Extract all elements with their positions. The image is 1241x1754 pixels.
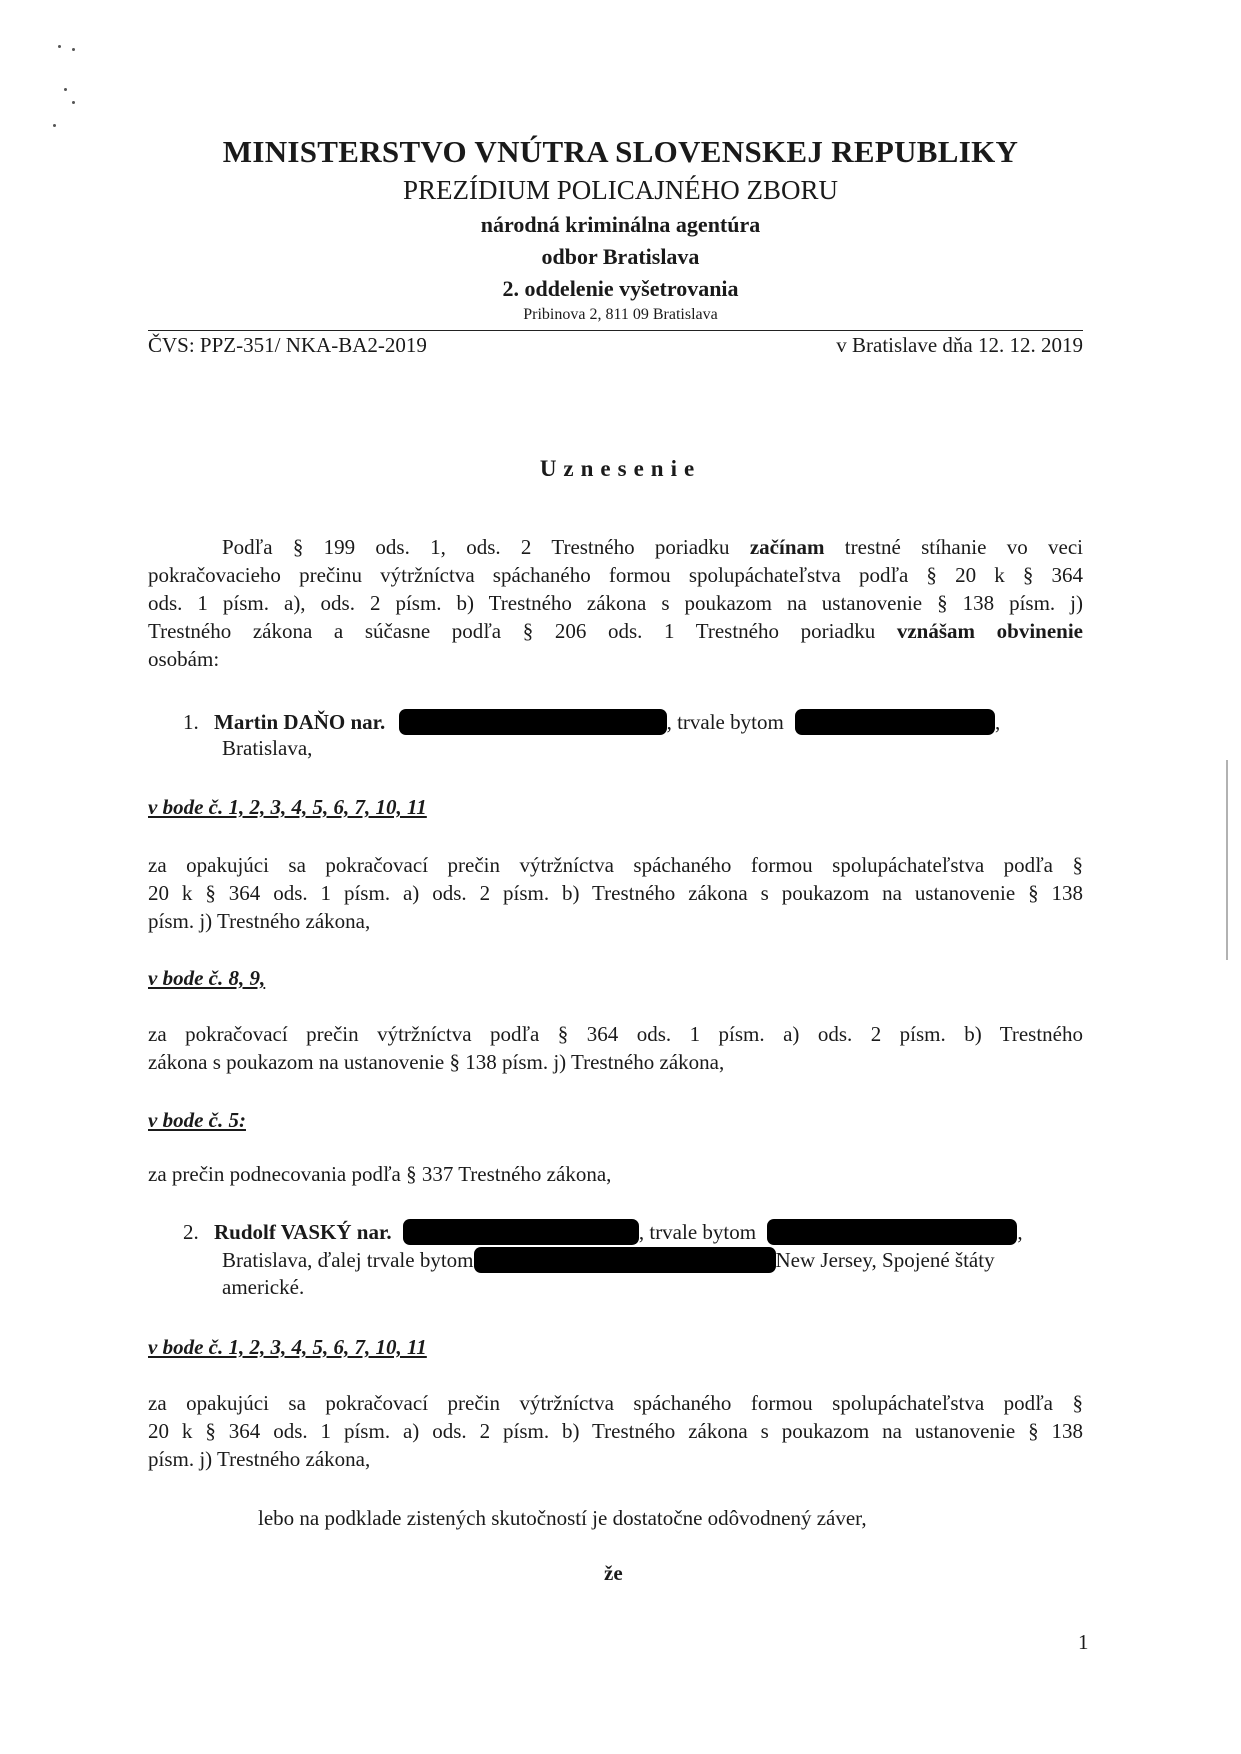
case-reference: ČVS: PPZ-351/ NKA-BA2-2019 (148, 333, 427, 357)
redacted-address (474, 1247, 776, 1273)
charge-line: písm. j) Trestného zákona, (148, 1447, 371, 1471)
charge-line: za opakujúci sa pokračovací prečin výtržníctva spáchaného formou spolupáchateľstva podľa § (148, 853, 1083, 877)
section-heading: 2. oddelenie vyšetrovania (502, 276, 739, 301)
person-1-line (183, 708, 1000, 736)
scan-edge-mark (1226, 760, 1228, 960)
residence-text: New Jersey, Spojené štáty (775, 1248, 995, 1272)
ministry-heading: MINISTERSTVO VNÚTRA SLOVENSKEJ REPUBLIKY (222, 134, 1019, 169)
person-number: 2. (183, 1220, 199, 1244)
redacted-address (795, 709, 995, 735)
charge-line: písm. j) Trestného zákona, (148, 909, 371, 933)
department-heading: odbor Bratislava (541, 244, 700, 269)
office-address: Pribinova 2, 811 09 Bratislava (523, 306, 718, 323)
person-name: Martin DAŇO nar. (214, 710, 386, 734)
intro-text: trestné stíhanie vo veci (824, 535, 1083, 559)
redacted-address (767, 1219, 1017, 1245)
scan-speck (64, 88, 67, 91)
punctuation: , (995, 710, 1001, 734)
person-1-city: Bratislava, (222, 736, 313, 760)
subsection-heading: v bode č. 1, 2, 3, 4, 5, 6, 7, 10, 11 (148, 795, 427, 819)
residence-label: , trvale bytom (638, 1220, 757, 1244)
charge-line: 20 k § 364 ods. 1 písm. a) ods. 2 písm. b) Trestného zákona s poukazom na ustanovenie § 138 (148, 881, 1083, 905)
charge-line: za opakujúci sa pokračovací prečin výtržníctva spáchaného formou spolupáchateľstva podľa § (148, 1391, 1083, 1415)
charge-line: za pokračovací prečin výtržníctva podľa § 364 ods. 1 písm. a) ods. 2 písm. b) Trestného (148, 1022, 1083, 1046)
intro-line (148, 617, 1083, 645)
subsection-heading: v bode č. 5: (148, 1108, 246, 1132)
charge-line: 20 k § 364 ods. 1 písm. a) ods. 2 písm. b) Trestného zákona s poukazom na ustanovenie § 138 (148, 1419, 1083, 1443)
charge-line: za prečin podnecovania podľa § 337 Trestného zákona, (148, 1162, 612, 1186)
charge-paragraph (148, 851, 1083, 935)
intro-line: ods. 1 písm. a), ods. 2 písm. b) Trestného zákona s poukazom na ustanovenie § 138 písm. j) (148, 591, 1083, 615)
punctuation: , (1017, 1220, 1023, 1244)
subsection-heading: v bode č. 1, 2, 3, 4, 5, 6, 7, 10, 11 (148, 1335, 427, 1359)
scan-speck (58, 45, 61, 48)
intro-text: Trestného zákona a súčasne podľa § 206 ods. 1 Trestného poriadku (148, 619, 897, 643)
residence-label: , trvale bytom (666, 710, 784, 734)
person-2-line-3: americké. (222, 1275, 305, 1299)
subsection-heading: v bode č. 8, 9, (148, 966, 266, 990)
scan-speck (72, 48, 75, 51)
agency-heading: národná kriminálna agentúra (480, 212, 761, 237)
scan-speck (72, 101, 75, 104)
intro-paragraph (148, 533, 1083, 673)
scan-speck (53, 124, 56, 127)
person-2-line (183, 1218, 1023, 1246)
intro-emphasis: vznášam obvinenie (896, 619, 1083, 643)
residence-label: Bratislava, ďalej trvale bytom (222, 1248, 474, 1272)
intro-emphasis: začínam (749, 535, 825, 559)
redacted-birthdate (399, 709, 667, 735)
intro-text: Podľa § 199 ods. 1, ods. 2 Trestného poriadku (222, 535, 750, 559)
person-number: 1. (183, 710, 199, 734)
charge-paragraph (148, 1389, 1083, 1473)
page-number: 1 (1078, 1630, 1089, 1654)
intro-line: pokračovacieho prečinu výtržníctva spáchaného formou spolupáchateľstva podľa § 20 k § 364 (148, 563, 1083, 587)
charge-line: zákona s poukazom na ustanovenie § 138 písm. j) Trestného zákona, (148, 1050, 725, 1074)
intro-line (148, 533, 1083, 561)
place-and-date: v Bratislave dňa 12. 12. 2019 (836, 333, 1083, 357)
document-title: Uznesenie (539, 456, 702, 481)
intro-line: osobám: (148, 647, 220, 671)
person-name: Rudolf VASKÝ nar. (214, 1220, 392, 1244)
header-divider (148, 330, 1083, 331)
conclusion-line: lebo na podklade zistených skutočností je dostatočne odôvodnený záver, (258, 1506, 867, 1530)
conclusion-that: že (604, 1561, 623, 1585)
charge-paragraph (148, 1020, 1083, 1076)
person-2-line-2 (222, 1246, 995, 1274)
redacted-birthdate (403, 1219, 639, 1245)
presidium-heading: PREZÍDIUM POLICAJNÉHO ZBORU (402, 175, 838, 205)
